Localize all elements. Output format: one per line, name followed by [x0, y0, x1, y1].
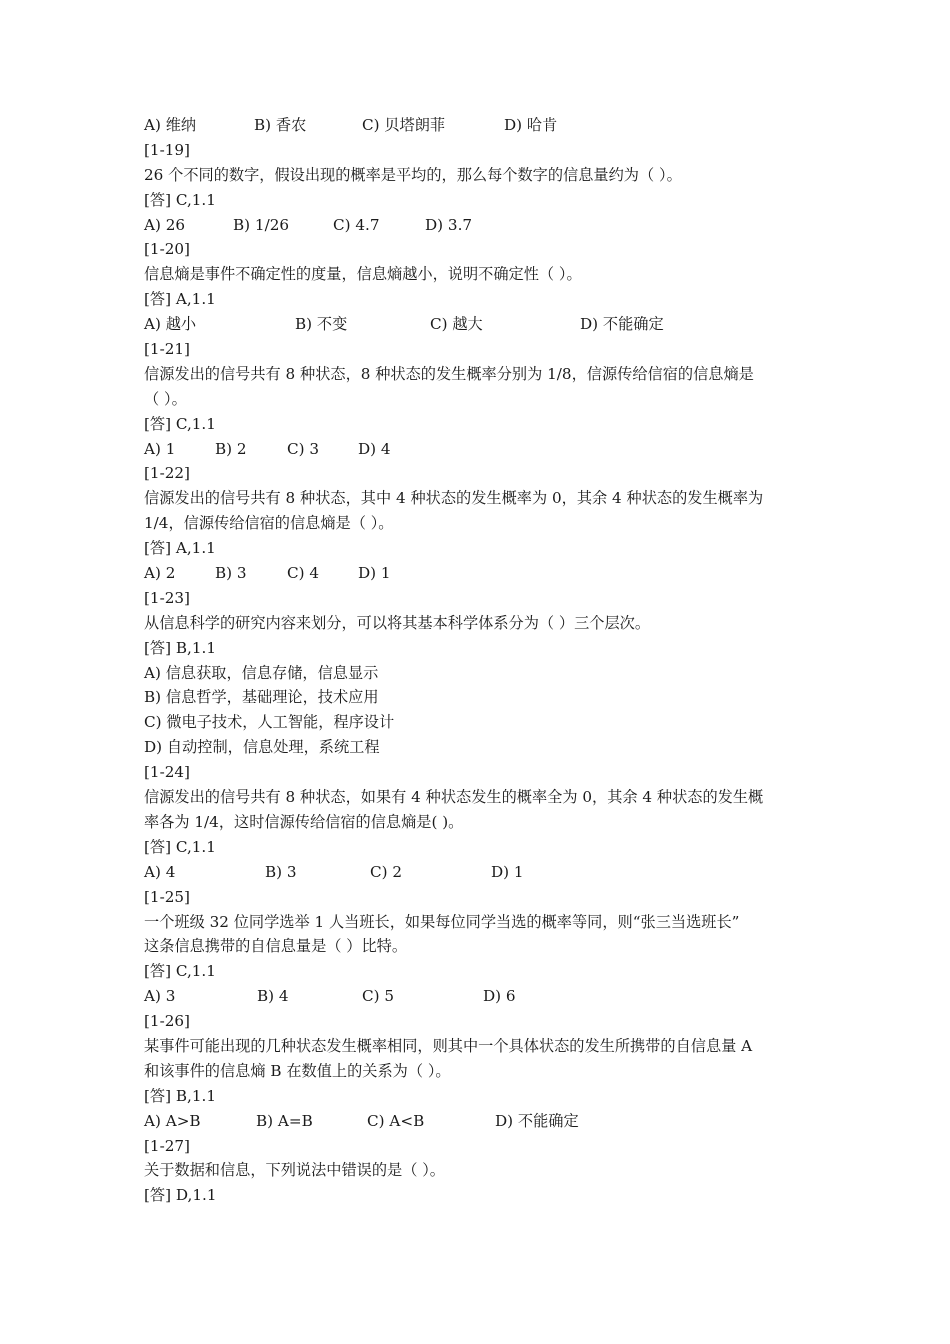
body-line: 从信息科学的研究内容来划分，可以将其基本科学体系分为（ ）三个层次。 [144, 613, 651, 632]
option-line: B) 信息哲学，基础理论，技术应用 [144, 688, 379, 707]
option-c: C) 4 [287, 564, 320, 583]
option-d: D) 不能确定 [580, 315, 664, 334]
option-d: D) 不能确定 [495, 1111, 579, 1130]
question-number: [1-19] [144, 140, 190, 159]
body-line: （ ）。 [144, 389, 187, 408]
options-row [144, 1109, 814, 1134]
option-b: B) 3 [265, 862, 297, 881]
option-c: C) 5 [362, 987, 395, 1006]
options-row [144, 984, 814, 1009]
option-b: B) 2 [215, 439, 247, 458]
option-b: B) 香农 [254, 116, 307, 134]
answer-key: [答] B,1.1 [144, 1086, 217, 1105]
body-line: 关于数据和信息，下列说法中错误的是（ ）。 [144, 1161, 445, 1180]
option-b: B) 3 [215, 564, 247, 583]
option-c: C) 越大 [430, 315, 483, 334]
option-a: A) 越小 [144, 315, 197, 334]
option-line: A) 信息获取，信息存储，信息显示 [144, 663, 379, 682]
question-number: [1-26] [144, 1012, 190, 1031]
option-d: D) 1 [358, 564, 391, 583]
body-line: 信源发出的信号共有 8 种状态，如果有 4 种状态发生的概率全为 0，其余 4 种状态的发生概 [144, 788, 764, 807]
answer-key: [答] A,1.1 [144, 290, 216, 309]
question-number: [1-20] [144, 240, 190, 259]
options-row [144, 437, 814, 462]
answer-key: [答] D,1.1 [144, 1186, 217, 1205]
body-line: 1/4，信源传给信宿的信息熵是（ ）。 [144, 514, 394, 533]
options-row [144, 312, 814, 337]
option-a: A) 3 [144, 987, 176, 1006]
option-c: C) 4.7 [333, 215, 380, 234]
document-body [144, 113, 814, 1208]
option-a: A) 26 [144, 215, 186, 234]
body-line: 和该事件的信息熵 B 在数值上的关系为（ ）。 [144, 1061, 451, 1080]
options-row [144, 860, 814, 885]
body-line: 率各为 1/4，这时信源传给信宿的信息熵是( )。 [144, 812, 464, 831]
answer-key: [答] C,1.1 [144, 962, 216, 981]
option-d: D) 1 [491, 862, 524, 881]
body-line: 信源发出的信号共有 8 种状态，其中 4 种状态的发生概率为 0，其余 4 种状态的发生概率为 [144, 489, 764, 508]
body-line: 这条信息携带的自信息量是（ ）比特。 [144, 937, 408, 956]
options-row [144, 561, 814, 586]
answer-key: [答] C,1.1 [144, 190, 216, 209]
option-c: C) 3 [287, 439, 320, 458]
answer-key: [答] C,1.1 [144, 837, 216, 856]
option-line: D) 自动控制，信息处理，系统工程 [144, 738, 380, 757]
body-line: 26 个不同的数字，假设出现的概率是平均的，那么每个数字的信息量约为（ ）。 [144, 165, 682, 184]
option-a: A) 维纳 [144, 116, 197, 134]
option-b: B) A=B [256, 1111, 313, 1130]
option-line: C) 微电子技术，人工智能，程序设计 [144, 713, 395, 732]
question-number: [1-23] [144, 588, 190, 607]
answer-key: [答] C,1.1 [144, 414, 216, 433]
option-d: D) 3.7 [425, 215, 473, 234]
option-c: C) 贝塔朗菲 [362, 116, 446, 134]
option-d: D) 4 [358, 439, 391, 458]
question-number: [1-27] [144, 1136, 190, 1155]
body-line: 信源发出的信号共有 8 种状态，8 种状态的发生概率分别为 1/8，信源传给信宿的信息熵是 [144, 364, 754, 383]
answer-key: [答] B,1.1 [144, 638, 217, 657]
option-a: A) 1 [144, 439, 176, 458]
body-line: 一个班级 32 位同学选举 1 人当班长，如果每位同学当选的概率等同，则“张三当选班长” [144, 912, 740, 931]
option-d: D) 哈肯 [504, 116, 558, 134]
options-row [144, 213, 814, 238]
question-number: [1-24] [144, 763, 190, 782]
option-d: D) 6 [483, 987, 516, 1006]
body-line: 信息熵是事件不确定性的度量，信息熵越小，说明不确定性（ ）。 [144, 265, 582, 284]
question-number: [1-22] [144, 464, 190, 483]
option-b: B) 1/26 [233, 215, 290, 234]
option-b: B) 不变 [295, 315, 348, 334]
option-a: A) A>B [144, 1111, 201, 1130]
option-b: B) 4 [257, 987, 289, 1006]
option-c: C) A<B [367, 1111, 425, 1130]
body-line: 某事件可能出现的几种状态发生概率相同，则其中一个具体状态的发生所携带的自信息量 A [144, 1036, 753, 1055]
option-a: A) 4 [144, 862, 176, 881]
option-c: C) 2 [370, 862, 403, 881]
option-a: A) 2 [144, 564, 176, 583]
options-row [144, 113, 814, 138]
answer-key: [答] A,1.1 [144, 539, 216, 558]
question-number: [1-21] [144, 340, 190, 359]
question-number: [1-25] [144, 887, 190, 906]
